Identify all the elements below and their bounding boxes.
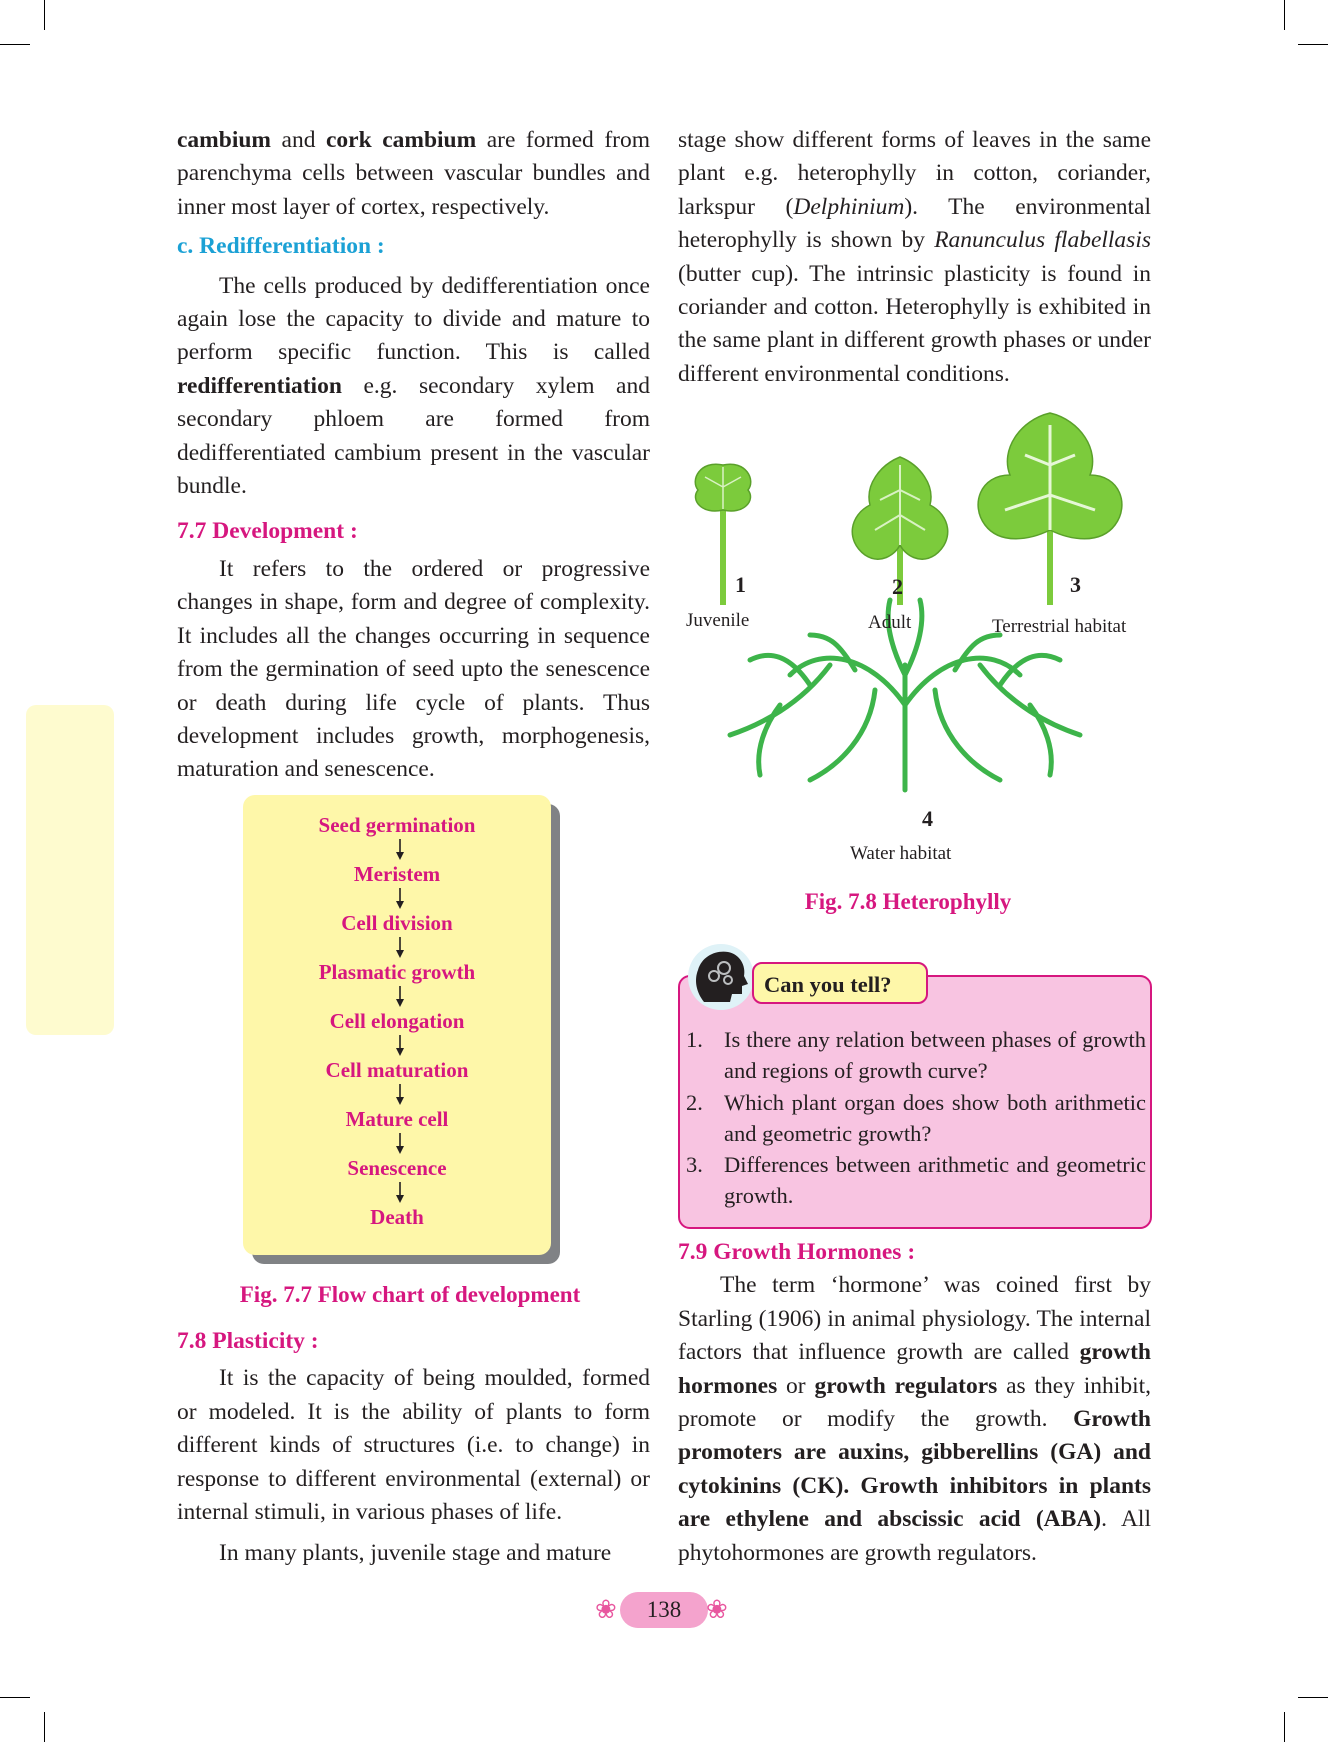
- arrow-down-icon: [395, 1035, 405, 1057]
- crop-mark: [1298, 44, 1328, 45]
- list-item: [686, 1024, 1146, 1087]
- crop-mark: [0, 1697, 30, 1698]
- list-number: 2.: [686, 1089, 703, 1115]
- list-text: Which plant organ does show both arithmetic and geometric growth?: [724, 1089, 1146, 1146]
- crop-mark: [44, 1712, 45, 1742]
- left-column: [177, 124, 650, 787]
- list-number: 3.: [686, 1152, 703, 1178]
- list-text: Is there any relation between phases of growth and regions of growth curve?: [724, 1027, 1146, 1084]
- text-run: . All phytohormones are growth regulators.: [678, 1506, 1151, 1566]
- can-you-tell-title: Can you tell?: [752, 962, 928, 1004]
- flow-step: Seed germination: [318, 813, 476, 837]
- flow-step: Cell maturation: [325, 1058, 469, 1082]
- text-run: or: [777, 1372, 815, 1399]
- thinking-head-icon: [686, 942, 756, 1012]
- text-run: The term ‘hormone’ was coined first by Starling (1906) in animal physiology. The internal factors that influence growth are called: [678, 1272, 1151, 1366]
- paragraph-development: It refers to the ordered or progressive changes in shape, form and degree of complexity. It includes all the changes occurring in sequence from the germination of seed upto the senescence or death during life cycle of plants. Thus development includes growth, morphogenesis, maturation and senescence.: [177, 555, 650, 783]
- text-run: and: [271, 127, 326, 153]
- leaf-number-3: 3: [1070, 572, 1081, 597]
- list-item: [686, 1087, 1146, 1150]
- can-you-tell-list: [686, 1024, 1146, 1212]
- left-column-lower: [177, 1325, 650, 1571]
- text-run: (butter cup). The intrinsic plasticity is found in coriander and cotton. Heterophylly is exhibited in the same plant in different growth phases or under different environmental conditions.: [678, 260, 1151, 387]
- list-text: Differences between arithmetic and geometric growth.: [724, 1152, 1146, 1209]
- terrestrial-leaf-icon: [978, 413, 1122, 605]
- arrow-down-icon: [395, 839, 405, 861]
- paragraph-growth-hormones: [678, 1269, 1151, 1570]
- text-run: e.g. secondary xylem and secondary phloem are formed from dedifferentiated cambium present in the vascular bundle.: [177, 372, 650, 500]
- arrow-down-icon: [395, 937, 405, 959]
- bold-term: cambium: [177, 127, 271, 153]
- paragraph-juvenile: In many plants, juvenile stage and mature: [219, 1540, 612, 1567]
- crop-mark: [0, 44, 30, 45]
- flow-step: Cell division: [341, 911, 453, 935]
- right-column-lower: [678, 1236, 1151, 1570]
- text-run: The cells produced by dedifferentiation once again lose the capacity to divide and mature to perform specific function. This is called: [177, 272, 650, 366]
- arrow-down-icon: [395, 1182, 405, 1204]
- chapter-side-tab: [26, 705, 114, 1035]
- bold-term: growth hormones: [678, 1339, 1151, 1399]
- leaf-label-water: Water habitat: [850, 843, 952, 864]
- heterophylly-caption: Fig. 7.8 Heterophylly: [804, 889, 1012, 914]
- leaf-label-juvenile: Juvenile: [686, 610, 750, 631]
- crop-mark: [1284, 0, 1285, 30]
- leaf-number-2: 2: [892, 574, 903, 599]
- heading-growth-hormones: 7.9 Growth Hormones :: [678, 1239, 916, 1265]
- leaf-label-adult: Adult: [868, 612, 912, 633]
- heading-plasticity: 7.8 Plasticity :: [177, 1328, 319, 1354]
- text-run: stage show different forms of leaves in the same plant e.g. heterophylly in cotton, coriander, larkspur (: [678, 127, 1151, 220]
- flow-step: Senescence: [347, 1156, 447, 1180]
- crop-mark: [1284, 1712, 1285, 1742]
- paragraph-plasticity: It is the capacity of being moulded, formed or modeled. It is the ability of plants to form different kinds of structures (i.e. to change) in response to different environmental (external) or internal stimuli, in various phases of life.: [177, 1365, 650, 1526]
- flow-step: Death: [370, 1205, 424, 1229]
- page-number: 138: [620, 1592, 708, 1628]
- leaf-number-1: 1: [735, 572, 746, 597]
- italic-term: Delphinium: [793, 193, 905, 220]
- bold-term: Growth promoters are auxins, gibberellins (GA) and cytokinins (CK). Growth inhibitors in plants are ethylene and abscissic acid (ABA): [678, 1406, 1151, 1533]
- arrow-down-icon: [395, 888, 405, 910]
- leaf-label-terrestrial: Terrestrial habitat: [992, 616, 1127, 637]
- flow-chart-caption: Fig. 7.7 Flow chart of development: [239, 1282, 581, 1307]
- crop-mark: [44, 0, 45, 30]
- arrow-down-icon: [395, 1133, 405, 1155]
- flourish-left-icon: ❀: [595, 1595, 617, 1624]
- bold-term: cork cambium: [325, 127, 477, 153]
- flow-step: Plasmatic growth: [318, 960, 476, 984]
- bold-term: growth regulators: [814, 1372, 998, 1399]
- right-column-top: [678, 124, 1151, 391]
- text-run: ). The environmental heterophylly is shown by: [678, 193, 1151, 254]
- leaf-number-4: 4: [922, 806, 933, 831]
- list-number: 1.: [686, 1027, 703, 1052]
- bold-term: redifferentiation: [177, 372, 342, 399]
- paragraph-cambium: [177, 124, 650, 224]
- text-run: are formed from parenchyma cells between vascular bundles and inner most layer of cortex, respectively.: [177, 127, 651, 220]
- flourish-right-icon: ❀: [706, 1595, 728, 1624]
- heading-redifferentiation: c. Redifferentiation :: [177, 233, 385, 260]
- heading-development: 7.7 Development :: [177, 518, 358, 545]
- italic-term: Ranunculus flabellasis: [934, 227, 1151, 254]
- arrow-down-icon: [395, 1084, 405, 1106]
- paragraph-redifferentiation: [177, 270, 650, 504]
- flow-step: Meristem: [353, 862, 441, 886]
- flow-step: Cell elongation: [329, 1009, 465, 1033]
- flow-step: Mature cell: [345, 1107, 449, 1131]
- crop-mark: [1298, 1697, 1328, 1698]
- flow-chart: [243, 795, 551, 1255]
- list-item: [686, 1149, 1146, 1212]
- text-run: as they inhibit, promote or modify the growth.: [678, 1372, 1152, 1433]
- paragraph-heterophylly: [678, 124, 1151, 391]
- arrow-down-icon: [395, 986, 405, 1008]
